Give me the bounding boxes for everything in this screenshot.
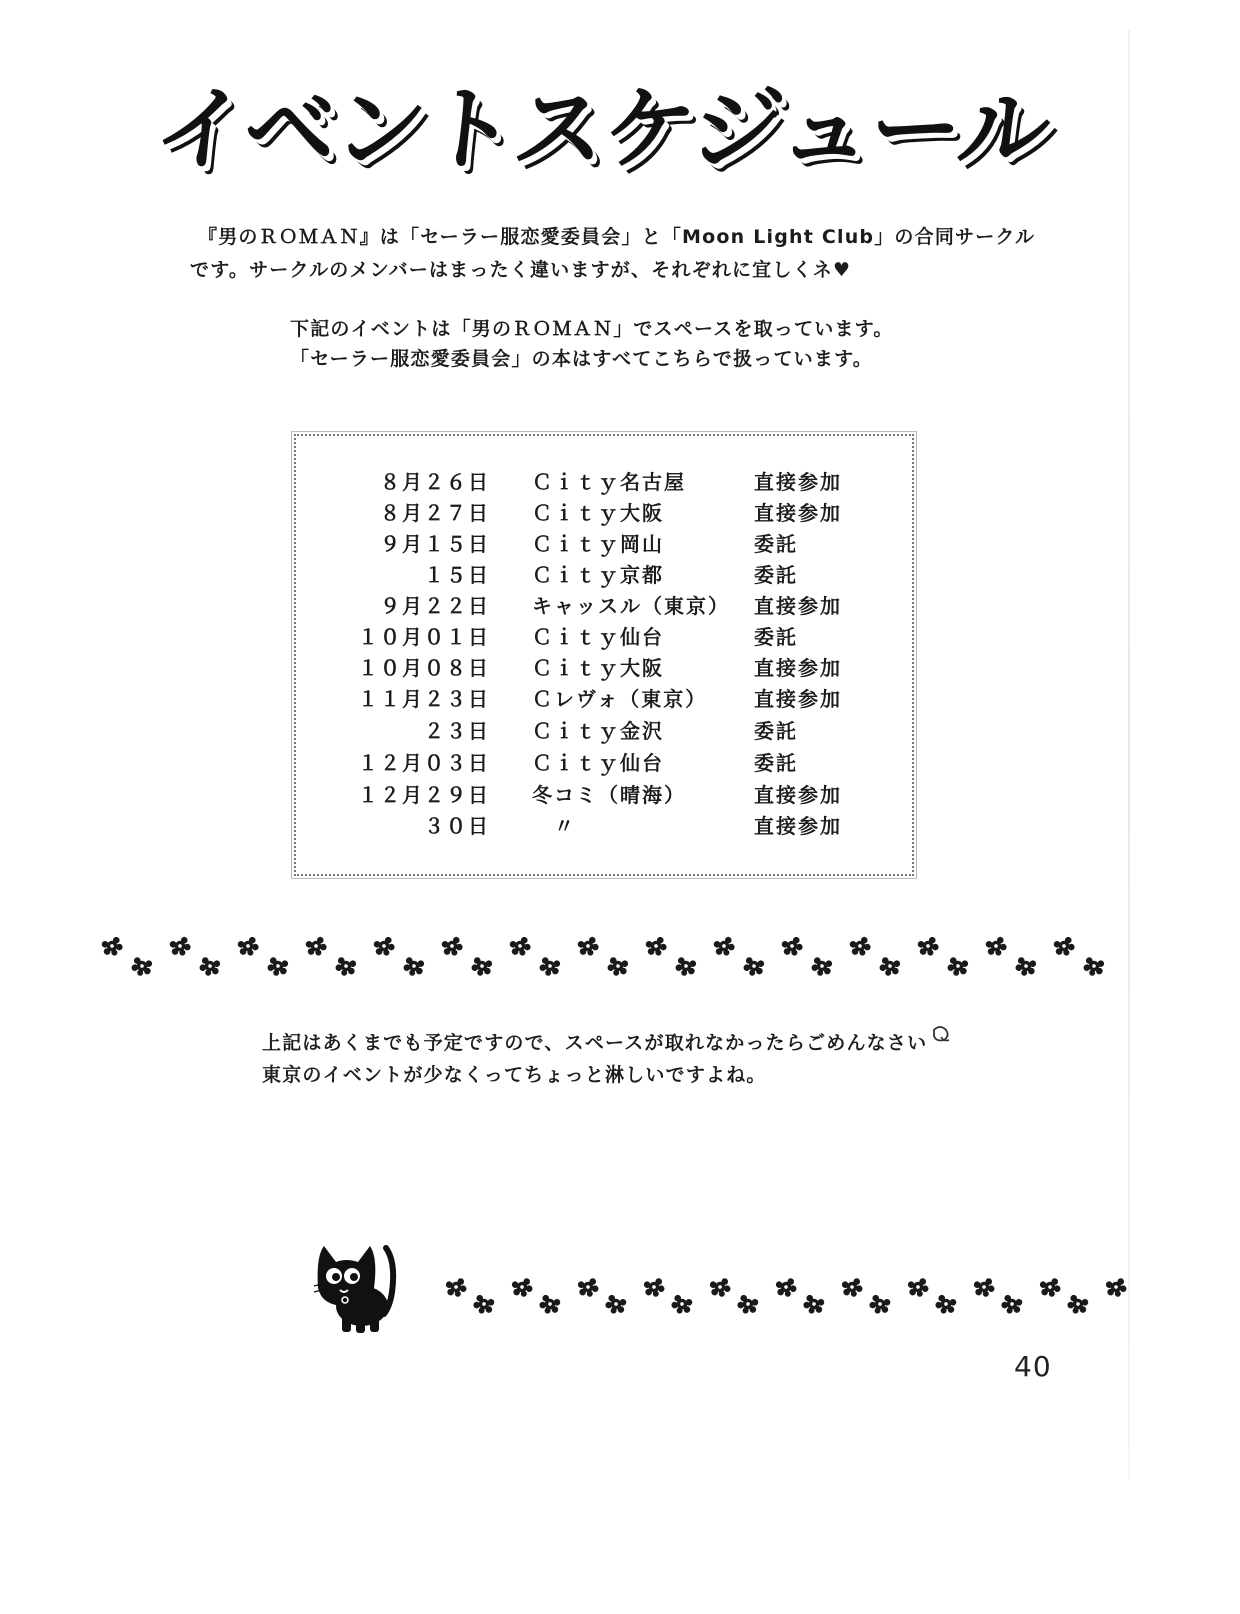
paw-print-icon	[538, 956, 561, 978]
schedule-status: 直接参加	[754, 687, 842, 711]
schedule-event: Ｃｉｔｙ仙台	[532, 625, 664, 649]
schedule-date: ９月１５日	[380, 532, 490, 556]
paw-print-icon	[801, 1294, 825, 1317]
paw-print-icon	[848, 936, 872, 959]
schedule-event: Ｃｉｔｙ岡山	[532, 532, 664, 556]
paw-print-icon	[603, 1294, 627, 1317]
schedule-date: １０月０８日	[358, 656, 490, 680]
intro-line-1: 『男のＲＯＭＡＮ』は「セーラー服恋愛委員会」と「Moon Light Club」の合同サークル	[198, 226, 1036, 248]
paw-print-icon	[372, 936, 396, 959]
paw-print-icon	[1039, 1277, 1062, 1299]
schedule-event: 〃	[554, 814, 576, 838]
schedule-event: Ｃｉｔｙ大阪	[532, 501, 664, 525]
paw-print-icon	[780, 936, 804, 959]
paw-print-icon	[577, 1277, 600, 1299]
page-title: イベントスケジュール	[148, 76, 1054, 183]
paw-print-icon	[1082, 956, 1105, 978]
paw-print-icon	[576, 936, 600, 959]
schedule-status: 直接参加	[754, 501, 842, 525]
paw-print-icon	[402, 956, 425, 978]
schedule-status: 直接参加	[754, 814, 842, 838]
paw-print-icon	[867, 1294, 891, 1317]
schedule-row	[296, 559, 916, 590]
paw-print-icon	[973, 1277, 996, 1299]
schedule-status: 直接参加	[754, 470, 842, 494]
paw-print-icon	[674, 956, 697, 978]
paw-print-icon	[130, 956, 153, 978]
paw-print-icon	[198, 956, 221, 978]
paw-print-icon	[445, 1277, 468, 1299]
paw-print-icon	[470, 956, 493, 978]
schedule-row	[296, 652, 916, 683]
paw-print-icon	[841, 1277, 864, 1299]
paw-print-icon	[742, 956, 765, 978]
paw-print-icon	[236, 936, 260, 959]
paw-print-icon	[810, 956, 833, 978]
schedule-date: １５日	[424, 563, 490, 587]
schedule-date: １１月２３日	[358, 687, 490, 711]
footer-line-2: 東京のイベントが少なくってちょっと淋しいですよね。	[262, 1064, 767, 1086]
schedule-status: 直接参加	[754, 594, 842, 618]
schedule-event: Ｃｉｔｙ名古屋	[532, 470, 686, 494]
page-edge-shadow	[1128, 30, 1130, 1480]
schedule-row	[296, 779, 916, 810]
schedule-date: ８月２７日	[380, 501, 490, 525]
schedule-date: ９月２２日	[380, 594, 490, 618]
schedule-event: Ｃｉｔｙ仙台	[532, 751, 664, 775]
paw-print-icon	[709, 1277, 732, 1299]
intro-line-2: です。サークルのメンバーはまったく違いますが、それぞれに宜しくネ♥	[190, 259, 852, 281]
schedule-row	[296, 747, 916, 778]
schedule-status: 委託	[754, 719, 798, 743]
schedule-date: １２月２９日	[358, 783, 490, 807]
schedule-status: 直接参加	[754, 783, 842, 807]
schedule-event: Ｃｉｔｙ金沢	[532, 719, 664, 743]
schedule-date: １２月０３日	[358, 751, 490, 775]
schedule-row	[296, 715, 916, 746]
black-cat-icon	[312, 1240, 404, 1336]
paw-print-icon	[471, 1294, 495, 1317]
paw-print-icon	[712, 936, 736, 959]
sweat-drop-icon	[934, 1027, 949, 1041]
paw-print-icon	[775, 1277, 798, 1299]
schedule-status: 直接参加	[754, 656, 842, 680]
paw-print-icon	[1065, 1294, 1089, 1317]
schedule-row	[296, 497, 916, 528]
schedule-row	[296, 466, 916, 497]
paw-print-icon	[440, 936, 464, 959]
schedule-event: 冬コミ（晴海）	[532, 783, 686, 807]
schedule-row	[296, 683, 916, 714]
schedule-date: ２３日	[424, 719, 490, 743]
paw-print-icon	[907, 1277, 930, 1299]
schedule-row	[296, 590, 916, 621]
paw-print-icon	[946, 956, 969, 978]
schedule-status: 委託	[754, 751, 798, 775]
paw-print-icon	[916, 936, 940, 959]
paw-print-icon	[1105, 1277, 1128, 1299]
note-line-1: 下記のイベントは「男のＲＯＭＡＮ」でスペースを取っています。	[290, 318, 894, 340]
paw-print-icon	[100, 936, 124, 959]
schedule-date: ８月２６日	[380, 470, 490, 494]
schedule-event: キャッスル（東京）	[532, 594, 730, 618]
paw-print-icon	[606, 956, 629, 978]
footer-line-1: 上記はあくまでも予定ですので、スペースが取れなかったらごめんなさい	[262, 1032, 928, 1054]
paw-print-icon	[511, 1277, 534, 1299]
paw-print-icon	[669, 1294, 693, 1317]
schedule-event: Ｃｉｔｙ京都	[532, 563, 664, 587]
schedule-status: 委託	[754, 563, 798, 587]
schedule-event: Ｃｉｔｙ大阪	[532, 656, 664, 680]
paw-print-icon	[984, 936, 1008, 959]
paw-print-icon	[1052, 936, 1076, 959]
paw-print-icon	[999, 1294, 1023, 1317]
paw-print-icon	[508, 936, 532, 959]
schedule-row	[296, 621, 916, 652]
schedule-status: 委託	[754, 625, 798, 649]
paw-print-icon	[878, 956, 901, 978]
paw-print-icon	[266, 956, 289, 978]
schedule-row	[296, 810, 916, 841]
schedule-status: 委託	[754, 532, 798, 556]
schedule-date: １０月０１日	[358, 625, 490, 649]
schedule-date: ３０日	[424, 814, 490, 838]
schedule-table	[294, 434, 914, 876]
paw-print-icon	[643, 1277, 666, 1299]
paw-print-icon	[537, 1294, 561, 1317]
paw-print-icon	[644, 936, 668, 959]
paw-print-icon	[1014, 956, 1037, 978]
paw-print-icon	[334, 956, 357, 978]
paw-print-icon	[304, 936, 328, 959]
paw-print-icon	[168, 936, 192, 959]
note-line-2: 「セーラー服恋愛委員会」の本はすべてこちらで扱っています。	[290, 348, 873, 370]
schedule-row	[296, 528, 916, 559]
paw-print-icon	[933, 1294, 957, 1317]
paw-print-icon	[735, 1294, 759, 1317]
page-number: 40	[1014, 1350, 1052, 1383]
schedule-event: Ｃレヴォ（東京）	[532, 687, 708, 711]
